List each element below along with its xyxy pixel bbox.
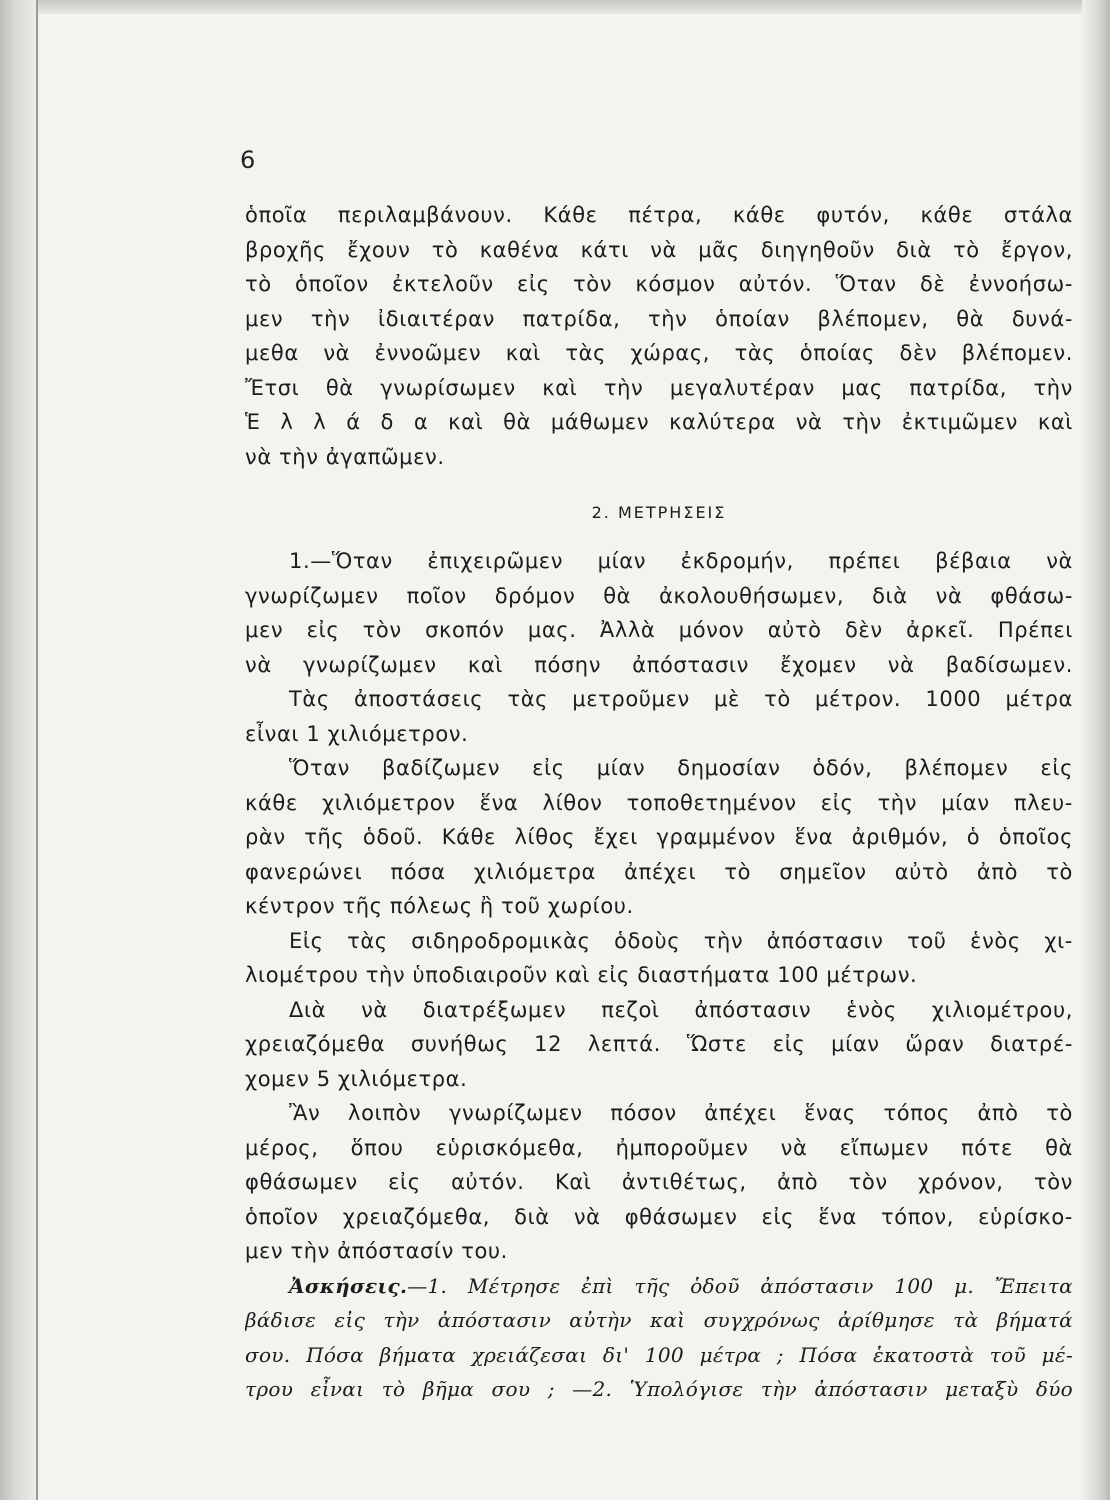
text-line: Ἑ λ λ ά δ α καὶ θὰ μάθωμεν καλύτερα νὰ τὴν ἐκτιμῶμεν καὶ (245, 410, 1073, 434)
text-line: χομεν 5 χιλιόμετρα. (245, 1066, 468, 1091)
exercises-section (245, 1269, 1073, 1407)
text-line: ρὰν τῆς ὁδοῦ. Κάθε λίθος ἔχει γραμμένον ἕνα ἀριθμόν, ὁ ὁποῖος (245, 825, 1073, 849)
text-line: κάθε χιλιόμετρον ἕνα λίθον τοποθετημένον εἰς τὴν μίαν πλευ- (245, 790, 1073, 815)
exercise-text: —1. Μέτρησε ἐπὶ τῆς ὁδοῦ ἀπόστασιν 100 μ. Ἔπειτα (407, 1273, 1073, 1298)
text-line: μεθα νὰ ἐννοῶμεν καὶ τὰς χώρας, τὰς ὁποίας δὲν βλέπομεν. (245, 341, 1073, 365)
text-line: Ἔτσι θὰ γνωρίσωμεν καὶ τὴν μεγαλυτέραν μας πατρίδα, τὴν (245, 375, 1073, 400)
paragraph-5 (245, 993, 1073, 1097)
text-line: λιομέτρου τὴν ὑποδιαιροῦν καὶ εἰς διαστήματα 100 μέτρων. (245, 963, 918, 987)
text-line: ὁποῖον χρειαζόμεθα, διὰ νὰ φθάσωμεν εἰς ἕνα τόπον, εὑρίσκο- (245, 1204, 1073, 1229)
text-line: ὁποῖα περιλαμβάνουν. Κάθε πέτρα, κάθε φυτόν, κάθε στάλα (245, 203, 1073, 227)
text-line: νὰ γνωρίζωμεν καὶ πόσην ἀπόστασιν ἔχομεν νὰ βαδίσωμεν. (245, 652, 1073, 677)
paragraph-2 (245, 682, 1073, 751)
paragraph-4 (245, 924, 1073, 993)
paragraph-6 (245, 1096, 1073, 1269)
text-line: Τὰς ἀποστάσεις τὰς μετροῦμεν μὲ τὸ μέτρον. 1000 μέτρα (289, 687, 1073, 711)
page-right-edge (1082, 0, 1110, 1500)
text-line: εἶναι 1 χιλιόμετρον. (245, 721, 469, 746)
exercise-first-line (245, 1269, 1073, 1304)
intro-paragraph (245, 198, 1073, 474)
text-line: χρειαζόμεθα συνήθως 12 λεπτά. Ὥστε εἰς μίαν ὥραν διατρέ- (245, 1032, 1073, 1056)
text-line: φανερώνει πόσα χιλιόμετρα ἀπέχει τὸ σημεῖον αὐτὸ ἀπὸ τὸ (245, 859, 1073, 884)
text-line: Εἰς τὰς σιδηροδρομικὰς ὁδοὺς τὴν ἀπόστασιν τοῦ ἑνὸς χι- (289, 928, 1073, 953)
exercise-line: βάδισε εἰς τὴν ἀπόστασιν αὐτὴν καὶ συγχρόνως ἀρίθμησε τὰ βήματά (245, 1308, 1073, 1332)
text-line: Διὰ νὰ διατρέξωμεν πεζοὶ ἀπόστασιν ἑνὸς χιλιομέτρου, (289, 997, 1073, 1022)
text-line: μεν εἰς τὸν σκοπόν μας. Ἀλλὰ μόνον αὐτὸ δὲν ἀρκεῖ. Πρέπει (245, 618, 1073, 642)
page-content (245, 198, 1073, 1407)
page-binding-edge (0, 0, 38, 1500)
text-line: φθάσωμεν εἰς αὐτόν. Καὶ ἀντιθέτως, ἀπὸ τὸν χρόνον, τὸν (245, 1170, 1073, 1194)
paragraph-1 (245, 544, 1073, 682)
page-top-edge (0, 0, 1110, 14)
text-line: μεν τὴν ἀπόστασίν του. (245, 1239, 508, 1263)
paragraph-3 (245, 751, 1073, 924)
binding-line (36, 0, 38, 1500)
text-line: νὰ τὴν ἀγαπῶμεν. (245, 444, 445, 469)
exercises-label: Ἀσκήσεις. (289, 1273, 408, 1298)
exercise-line: σου. Πόσα βήματα χρειάζεσαι δι' 100 μέτρα ; Πόσα ἑκατοστὰ τοῦ μέ- (245, 1342, 1073, 1367)
text-line: κέντρον τῆς πόλεως ἢ τοῦ χωρίου. (245, 894, 634, 918)
text-line: μεν τὴν ἰδιαιτέραν πατρίδα, τὴν ὁποίαν βλέπομεν, θὰ δυνά- (245, 306, 1073, 331)
text-line: γνωρίζωμεν ποῖον δρόμον θὰ ἀκολουθήσωμεν, διὰ νὰ φθάσω- (245, 583, 1073, 608)
text-line: Ὅταν βαδίζωμεν εἰς μίαν δημοσίαν ὁδόν, βλέπομεν εἰς (289, 756, 1073, 780)
text-line: μέρος, ὅπου εὑρισκόμεθα, ἠμποροῦμεν νὰ εἴπωμεν πότε θὰ (245, 1135, 1073, 1160)
text-line: 1.—Ὅταν ἐπιχειρῶμεν μίαν ἐκδρομήν, πρέπει βέβαια νὰ (289, 549, 1073, 573)
text-line: τὸ ὁποῖον ἐκτελοῦν εἰς τὸν κόσμον αὐτόν. Ὅταν δὲ ἐννοήσω- (245, 272, 1073, 296)
text-line: Ἂν λοιπὸν γνωρίζωμεν πόσον ἀπέχει ἕνας τόπος ἀπὸ τὸ (289, 1101, 1073, 1125)
section-heading: 2. ΜΕΤΡΗΣΕΙΣ (591, 503, 727, 522)
page-number: 6 (240, 146, 256, 174)
text-line: βροχῆς ἔχουν τὸ καθένα κάτι νὰ μᾶς διηγηθοῦν διὰ τὸ ἔργον, (245, 237, 1073, 262)
exercise-line: τρου εἶναι τὸ βῆμα σου ; —2. Ὑπολόγισε τὴν ἀπόστασιν μεταξὺ δύο (245, 1377, 1073, 1401)
